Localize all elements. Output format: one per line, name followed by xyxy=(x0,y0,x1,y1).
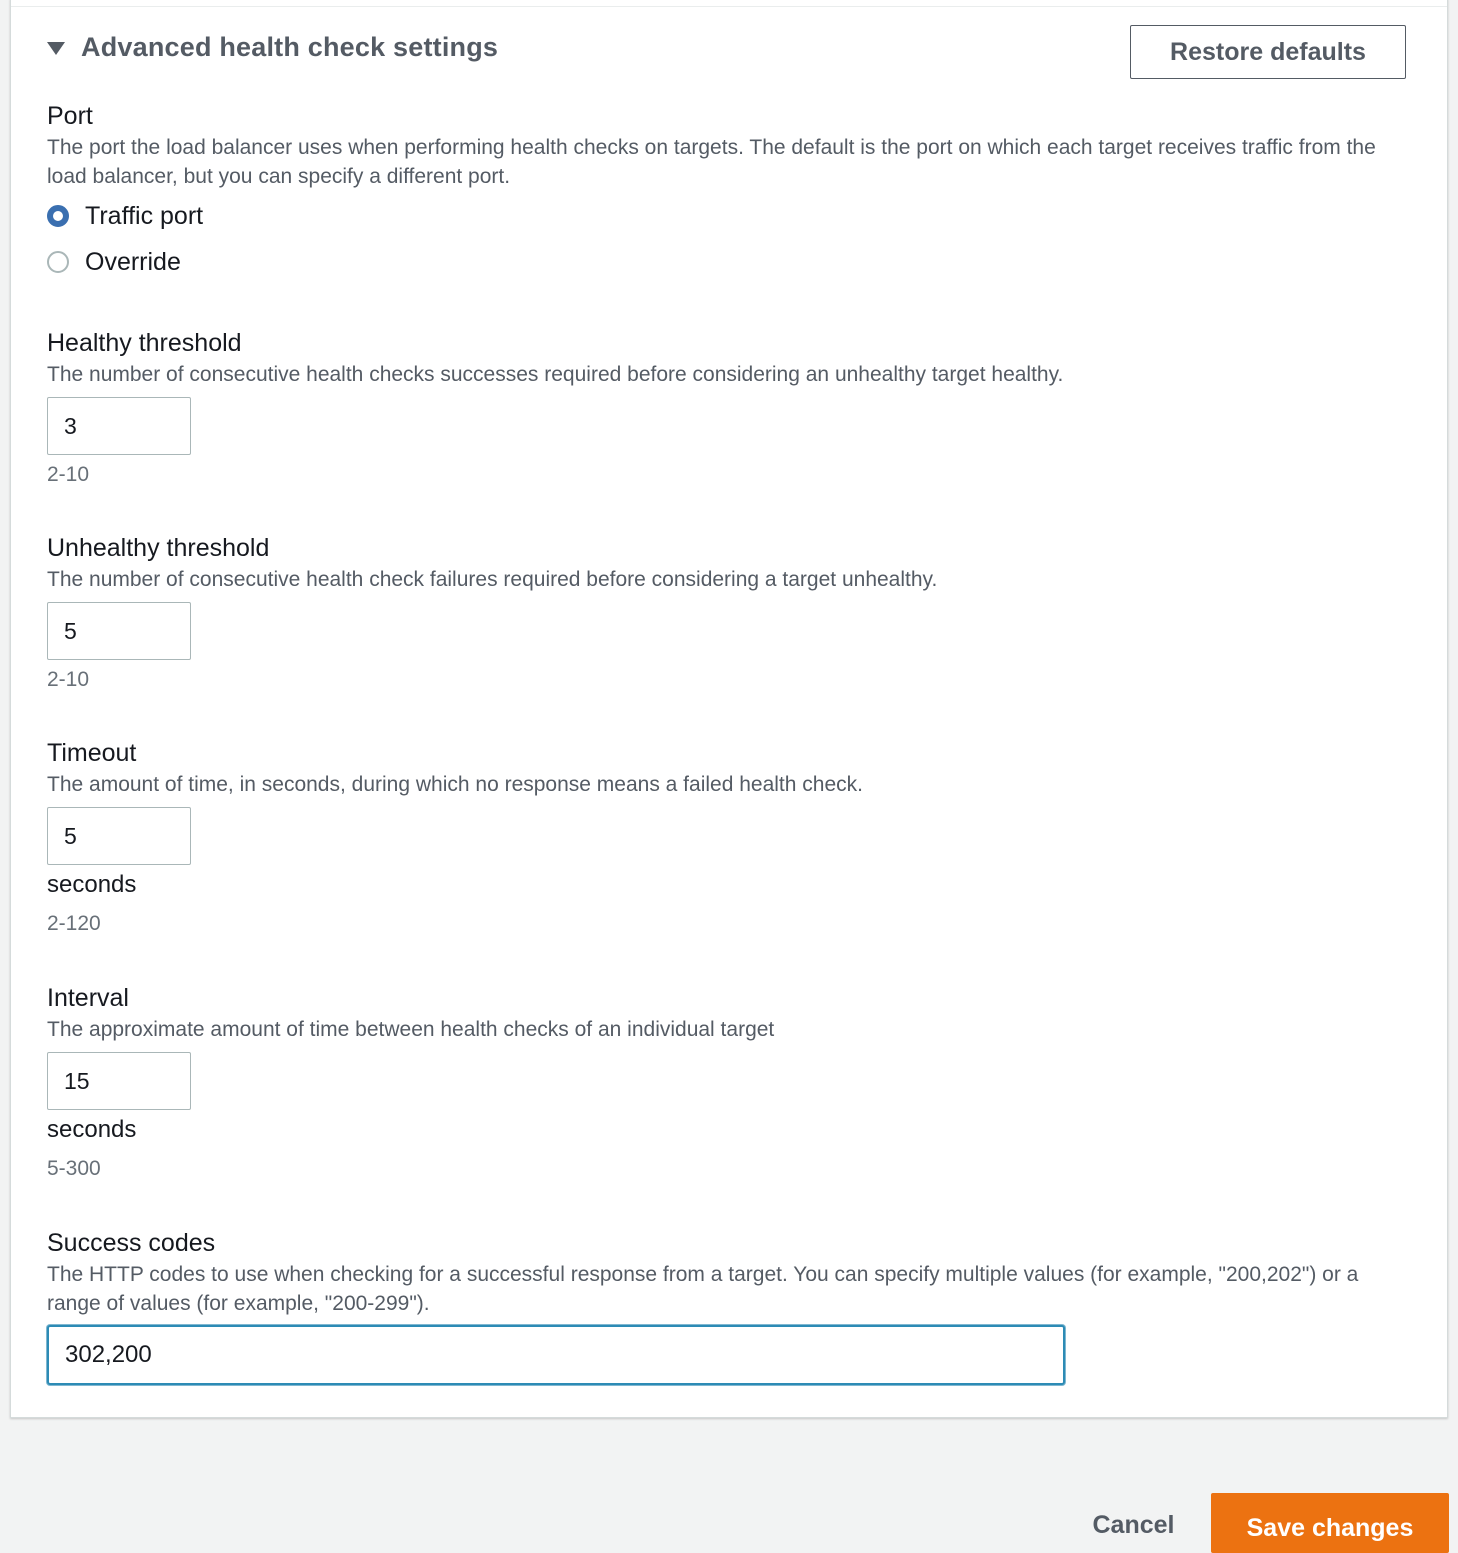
radio-traffic-port[interactable] xyxy=(47,198,1417,234)
timeout-field xyxy=(47,738,1417,938)
success-codes-label: Success codes xyxy=(47,1229,216,1257)
success-codes-input[interactable] xyxy=(47,1325,1065,1385)
health-check-settings-panel xyxy=(10,0,1448,1418)
port-description: The port the load balancer uses when performing health checks on targets. The default is the port on which each target receives traffic from the load balancer, but you can specify a different port. xyxy=(47,136,1376,188)
unhealthy-threshold-input[interactable] xyxy=(47,602,191,660)
success-codes-description: The HTTP codes to use when checking for a successful response from a target. You can specify multiple values (for example, "200,202") or a range of values (for example, "200-299"). xyxy=(47,1263,1359,1315)
radio-selected-icon[interactable] xyxy=(47,205,69,227)
timeout-hint: 2-120 xyxy=(47,912,101,935)
radio-unselected-icon[interactable] xyxy=(47,251,69,273)
interval-input[interactable] xyxy=(47,1052,191,1110)
unhealthy-threshold-hint: 2-10 xyxy=(47,668,90,691)
timeout-description: The amount of time, in seconds, during which no response means a failed health check. xyxy=(47,773,863,796)
success-codes-field xyxy=(47,1228,1417,1385)
restore-defaults-button[interactable]: Restore defaults xyxy=(1130,25,1406,79)
interval-label: Interval xyxy=(47,984,129,1012)
section-title: Advanced health check settings xyxy=(81,32,499,62)
radio-override[interactable] xyxy=(47,244,1417,280)
save-changes-button[interactable]: Save changes xyxy=(1211,1493,1449,1553)
healthy-threshold-hint: 2-10 xyxy=(47,463,90,486)
healthy-threshold-input[interactable] xyxy=(47,397,191,455)
advanced-settings-toggle[interactable] xyxy=(47,32,498,63)
port-field xyxy=(47,101,1417,280)
caret-down-icon xyxy=(47,42,65,55)
healthy-threshold-description: The number of consecutive health checks successes required before considering an unhealthy target healthy. xyxy=(47,363,1064,386)
interval-unit: seconds xyxy=(47,1116,137,1143)
interval-field xyxy=(47,983,1417,1183)
cancel-button[interactable]: Cancel xyxy=(1076,1500,1191,1550)
healthy-threshold-label: Healthy threshold xyxy=(47,329,242,357)
unhealthy-threshold-field xyxy=(47,533,1417,694)
timeout-label: Timeout xyxy=(47,739,137,767)
radio-override-label: Override xyxy=(85,247,181,276)
unhealthy-threshold-description: The number of consecutive health check failures required before considering a target unhealthy. xyxy=(47,568,938,591)
timeout-input[interactable] xyxy=(47,807,191,865)
divider xyxy=(11,6,1447,7)
healthy-threshold-field xyxy=(47,328,1417,489)
interval-description: The approximate amount of time between health checks of an individual target xyxy=(47,1018,775,1041)
timeout-unit: seconds xyxy=(47,871,137,898)
port-label: Port xyxy=(47,102,93,130)
interval-hint: 5-300 xyxy=(47,1157,101,1180)
unhealthy-threshold-label: Unhealthy threshold xyxy=(47,534,270,562)
radio-traffic-port-label: Traffic port xyxy=(85,201,204,230)
